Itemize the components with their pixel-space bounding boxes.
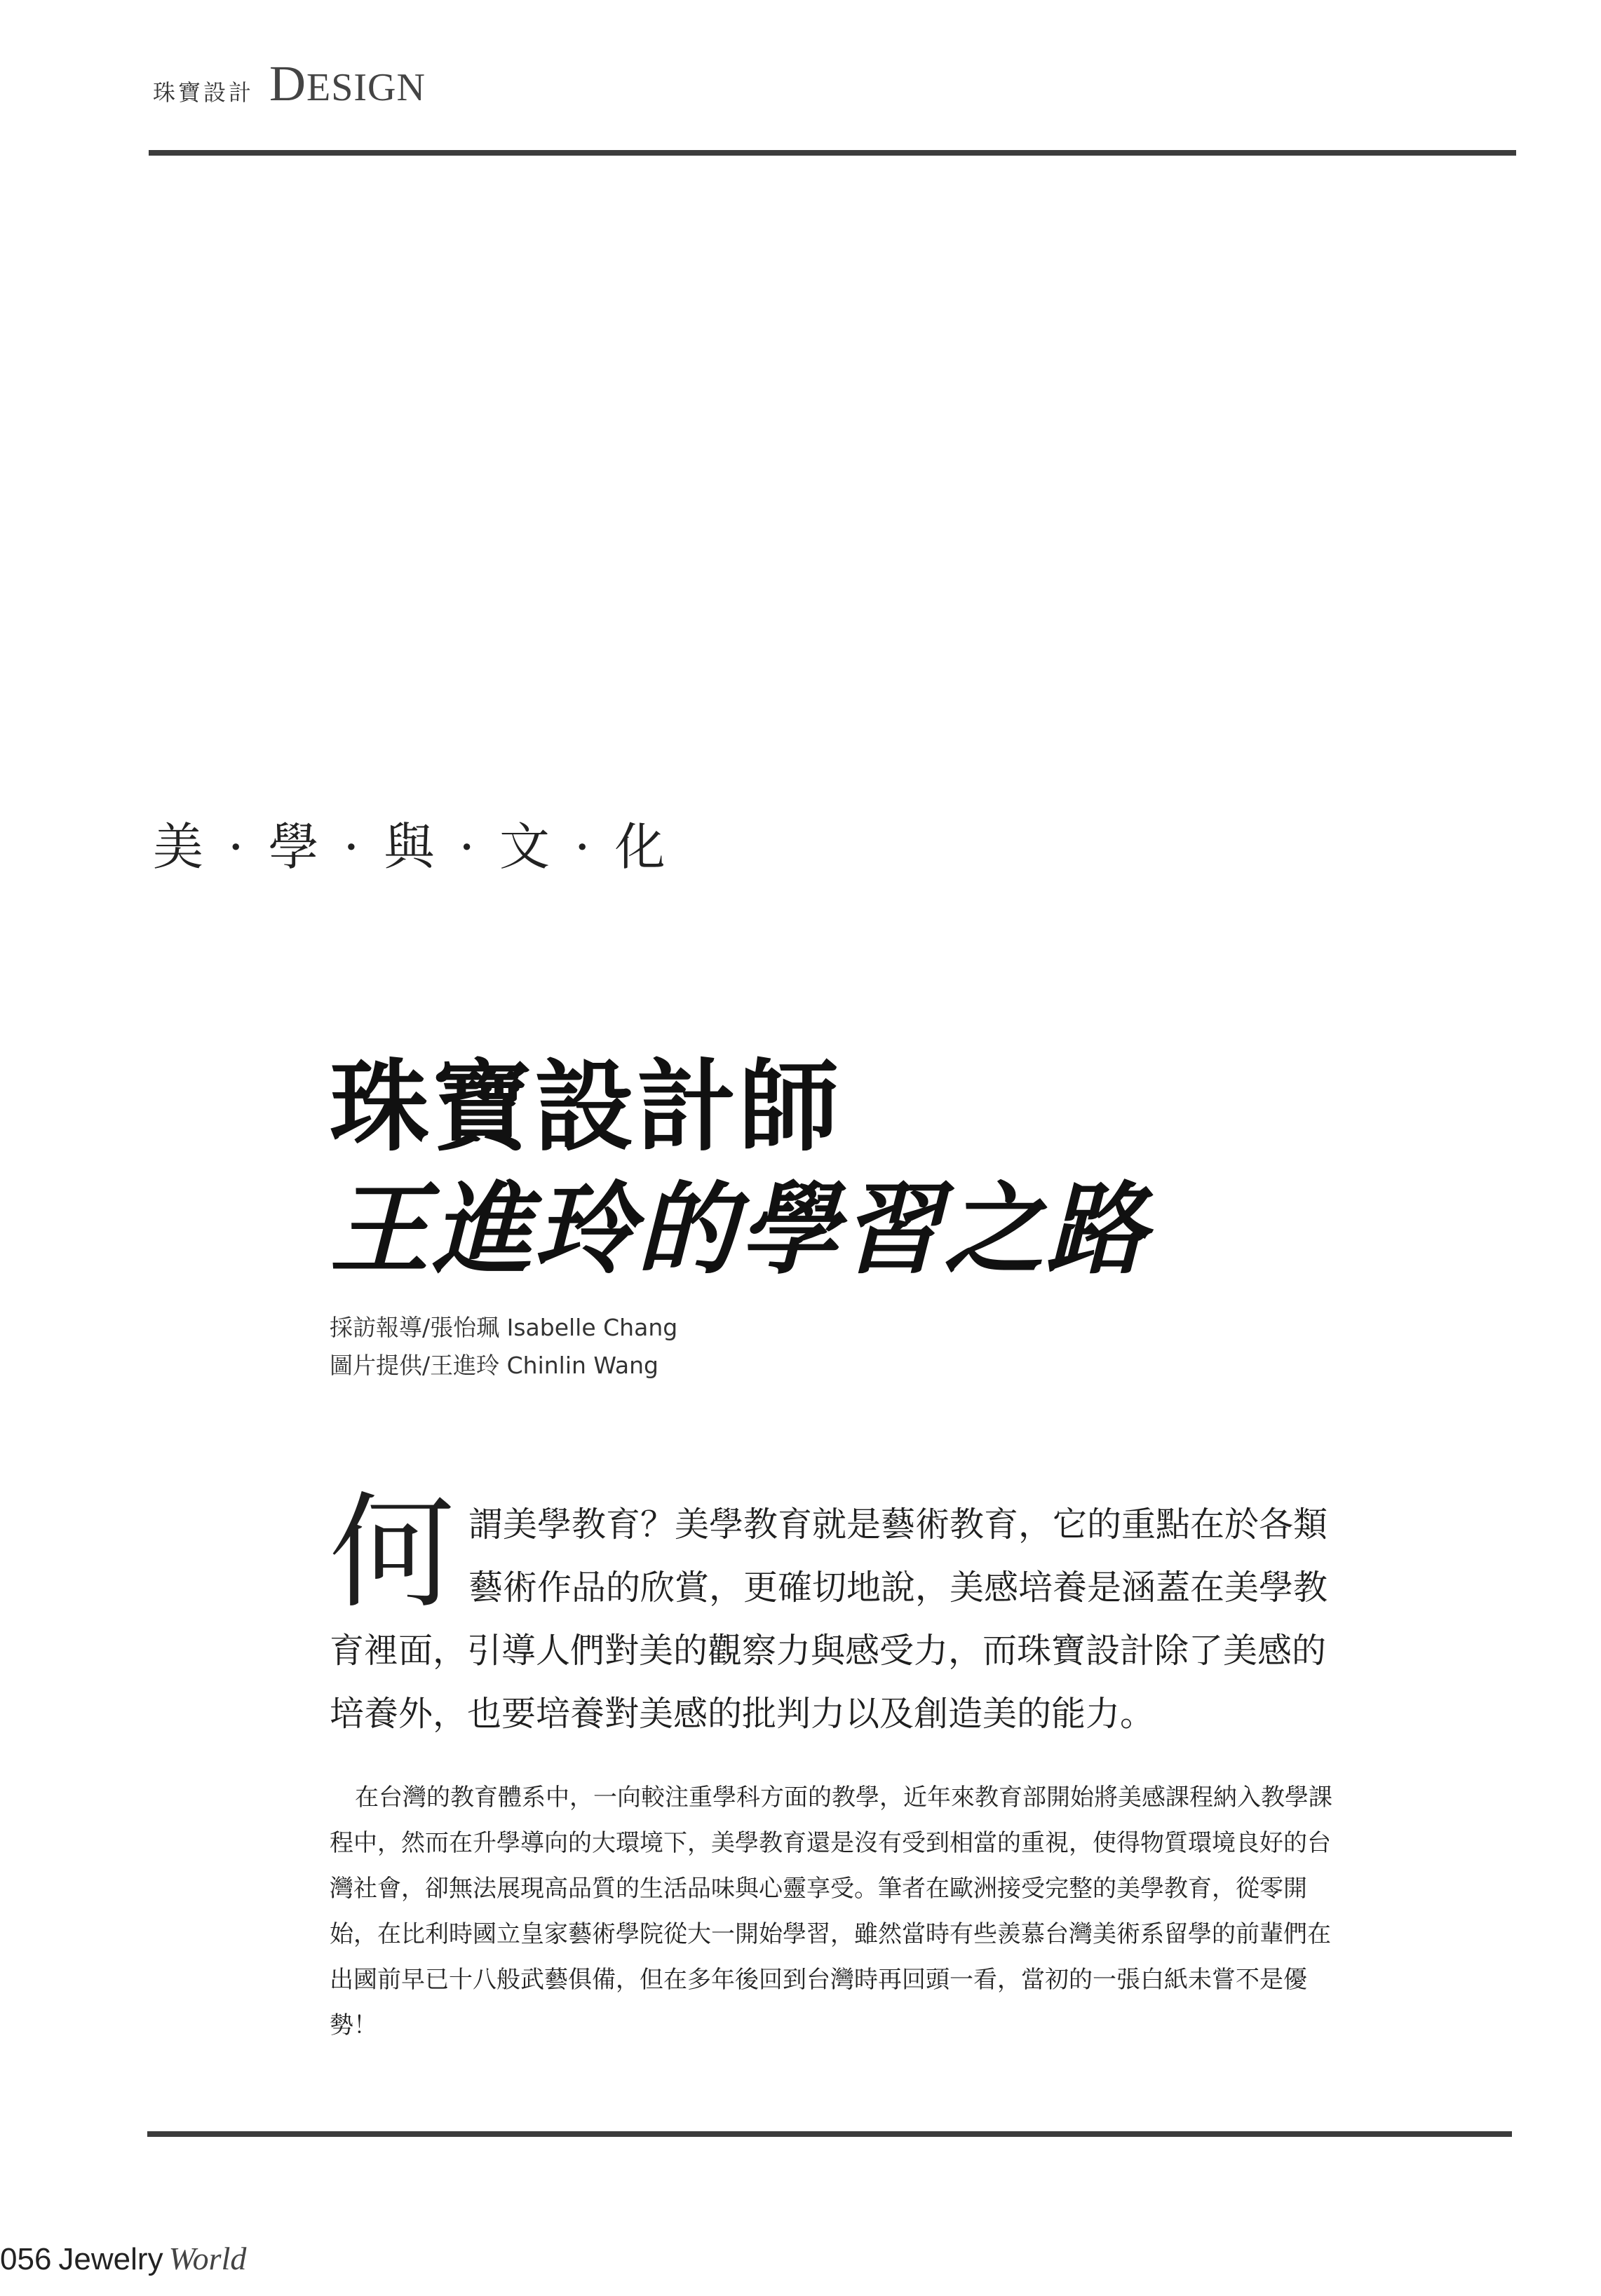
header-section-en xyxy=(269,55,426,113)
bottom-rule xyxy=(147,2131,1512,2137)
top-rule xyxy=(149,150,1516,156)
photo-credit: 圖片提供/王進玲 Chinlin Wang xyxy=(330,1352,658,1379)
header-section-en-initial: D xyxy=(269,55,307,111)
article-title-line-2: 王進玲的學習之路 xyxy=(330,1171,1149,1288)
section-label: 美 · 學 · 與 · 文 · 化 xyxy=(153,817,670,876)
article-title-line-1: 珠寶設計師 xyxy=(330,1049,842,1165)
page-number: 056 xyxy=(0,2242,52,2276)
body-paragraph: 在台灣的教育體系中，一向較注重學科方面的教學，近年來教育部開始將美感課程納入教學課程中，然而在升學導向的大環境下，美學教育還是沒有受到相當的重視，使得物質環境良好的台灣社會，卻無法展現高品質的生活品味與心靈享受。筆者在歐洲接受完整的美學教育，從零開始，在比利時國立皇家藝術學院從大一開始學習，雖然當時有些羨慕台灣美術系留學的前輩們在出國前早已十八般武藝俱備，但在多年後回到台灣時再回頭一看，當初的一張白紙未嘗不是優勢！ xyxy=(330,1784,1332,2039)
header-section-zh: 珠寶設計 xyxy=(153,79,255,106)
page-footer xyxy=(0,2240,246,2277)
lead-text: 謂美學教育？美學教育就是藝術教育，它的重點在於各類藝術作品的欣賞，更確切地說，美感培養是涵蓋在美學教育裡面，引導人們對美的觀察力與感受力，而珠寶設計除了美感的培養外，也要培養對美感的批判力以及創造美的能力。 xyxy=(330,1504,1328,1734)
magazine-name-script: World xyxy=(168,2241,247,2276)
running-header xyxy=(153,55,426,113)
lead-paragraph xyxy=(330,1480,1339,1746)
header-section-en-rest: ESIGN xyxy=(306,66,426,109)
writer-credit: 採訪報導/張怡珮 Isabelle Chang xyxy=(330,1314,678,1341)
magazine-name: Jewelry xyxy=(58,2242,163,2276)
drop-cap: 何 xyxy=(330,1480,454,1625)
